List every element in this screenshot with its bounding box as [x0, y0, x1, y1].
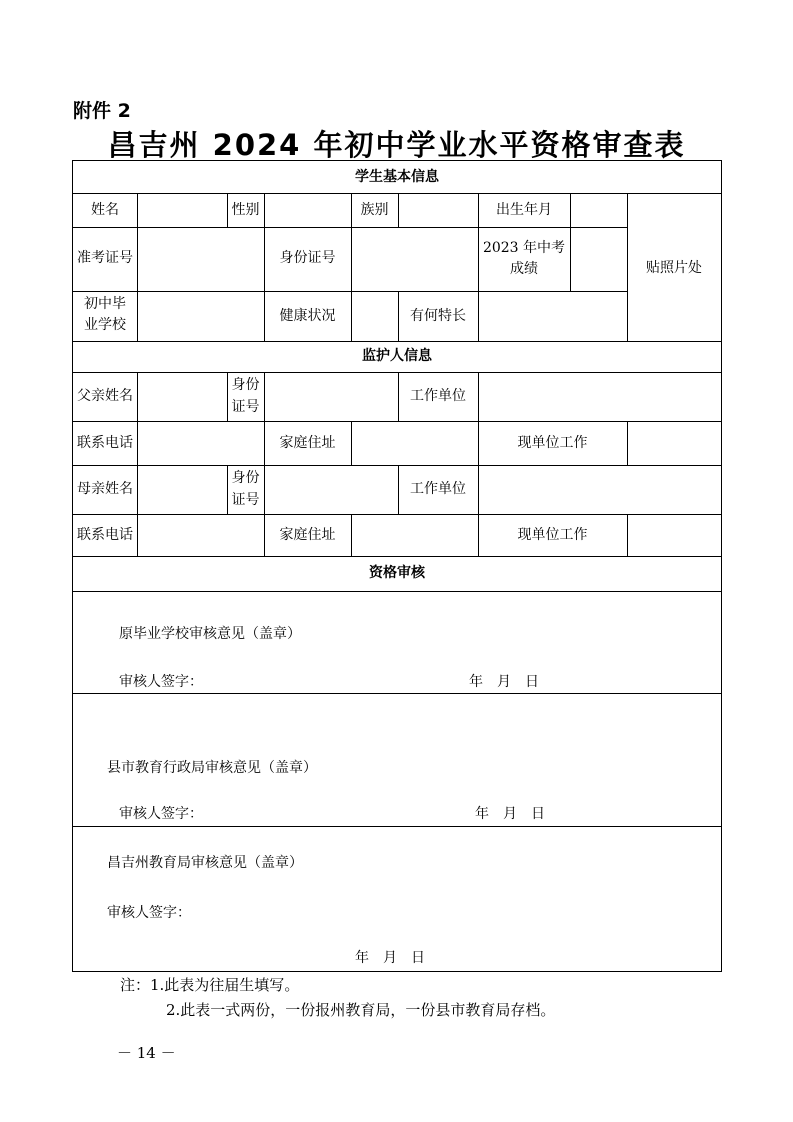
attachment-label: 附件 2: [73, 100, 131, 122]
exam-number-label: 准考证号: [77, 250, 133, 266]
mother-id-label-line1: 身份: [231, 470, 260, 486]
section-guardian-info: 监护人信息: [362, 348, 432, 364]
page-number: － 14 －: [117, 1044, 176, 1062]
talent-label: 有何特长: [410, 308, 466, 324]
note-line-1: 注：1.此表为往届生填写。: [120, 976, 300, 994]
mother-name-label: 母亲姓名: [77, 481, 133, 497]
id-number-label: 身份证号: [279, 250, 336, 266]
school-review-date: 年 月 日: [469, 674, 539, 690]
score-label-line2: 成绩: [510, 261, 538, 277]
county-review-date: 年 月 日: [475, 806, 545, 822]
county-review-opinion: 县市教育行政局审核意见（盖章）: [107, 760, 317, 776]
review-form-table: [72, 160, 722, 972]
ethnicity-label: 族别: [360, 202, 389, 218]
name-label: 姓名: [91, 202, 119, 218]
father-id-label-line2: 证号: [231, 399, 260, 415]
school-review-opinion: 原毕业学校审核意见（盖章）: [119, 626, 301, 642]
mother-phone-label: 联系电话: [77, 527, 133, 543]
section-student-info: 学生基本信息: [355, 169, 439, 185]
page-title: 昌吉州 2024 年初中学业水平资格审查表: [107, 128, 686, 162]
father-work-label: 工作单位: [410, 388, 466, 404]
mother-id-label-line2: 证号: [231, 492, 260, 508]
prefecture-review-signer: 审核人签字：: [107, 905, 191, 921]
mother-address-label: 家庭住址: [279, 527, 336, 543]
mother-current-work-label: 现单位工作: [517, 527, 588, 543]
school-label-line1: 初中毕: [84, 296, 126, 312]
county-review-signer: 审核人签字：: [119, 806, 203, 822]
school-review-signer: 审核人签字：: [119, 674, 203, 690]
score-label-line1: 2023 年中考: [482, 240, 566, 256]
prefecture-review-opinion: 昌吉州教育局审核意见（盖章）: [107, 855, 303, 871]
father-current-work-label: 现单位工作: [517, 435, 588, 451]
gender-label: 性别: [231, 202, 260, 218]
father-id-label-line1: 身份: [231, 377, 260, 393]
father-address-label: 家庭住址: [279, 435, 336, 451]
section-review: 资格审核: [369, 565, 425, 581]
school-label-line2: 业学校: [84, 317, 126, 333]
father-name-label: 父亲姓名: [77, 388, 133, 404]
photo-placeholder: 贴照片处: [646, 260, 702, 276]
note-line-2: 2.此表一式两份，一份报州教育局，一份县市教育局存档。: [166, 1001, 556, 1019]
father-phone-label: 联系电话: [77, 435, 133, 451]
birth-date-label: 出生年月: [496, 202, 552, 218]
health-label: 健康状况: [279, 308, 336, 324]
mother-work-label: 工作单位: [410, 481, 466, 497]
prefecture-review-date: 年 月 日: [355, 950, 425, 966]
